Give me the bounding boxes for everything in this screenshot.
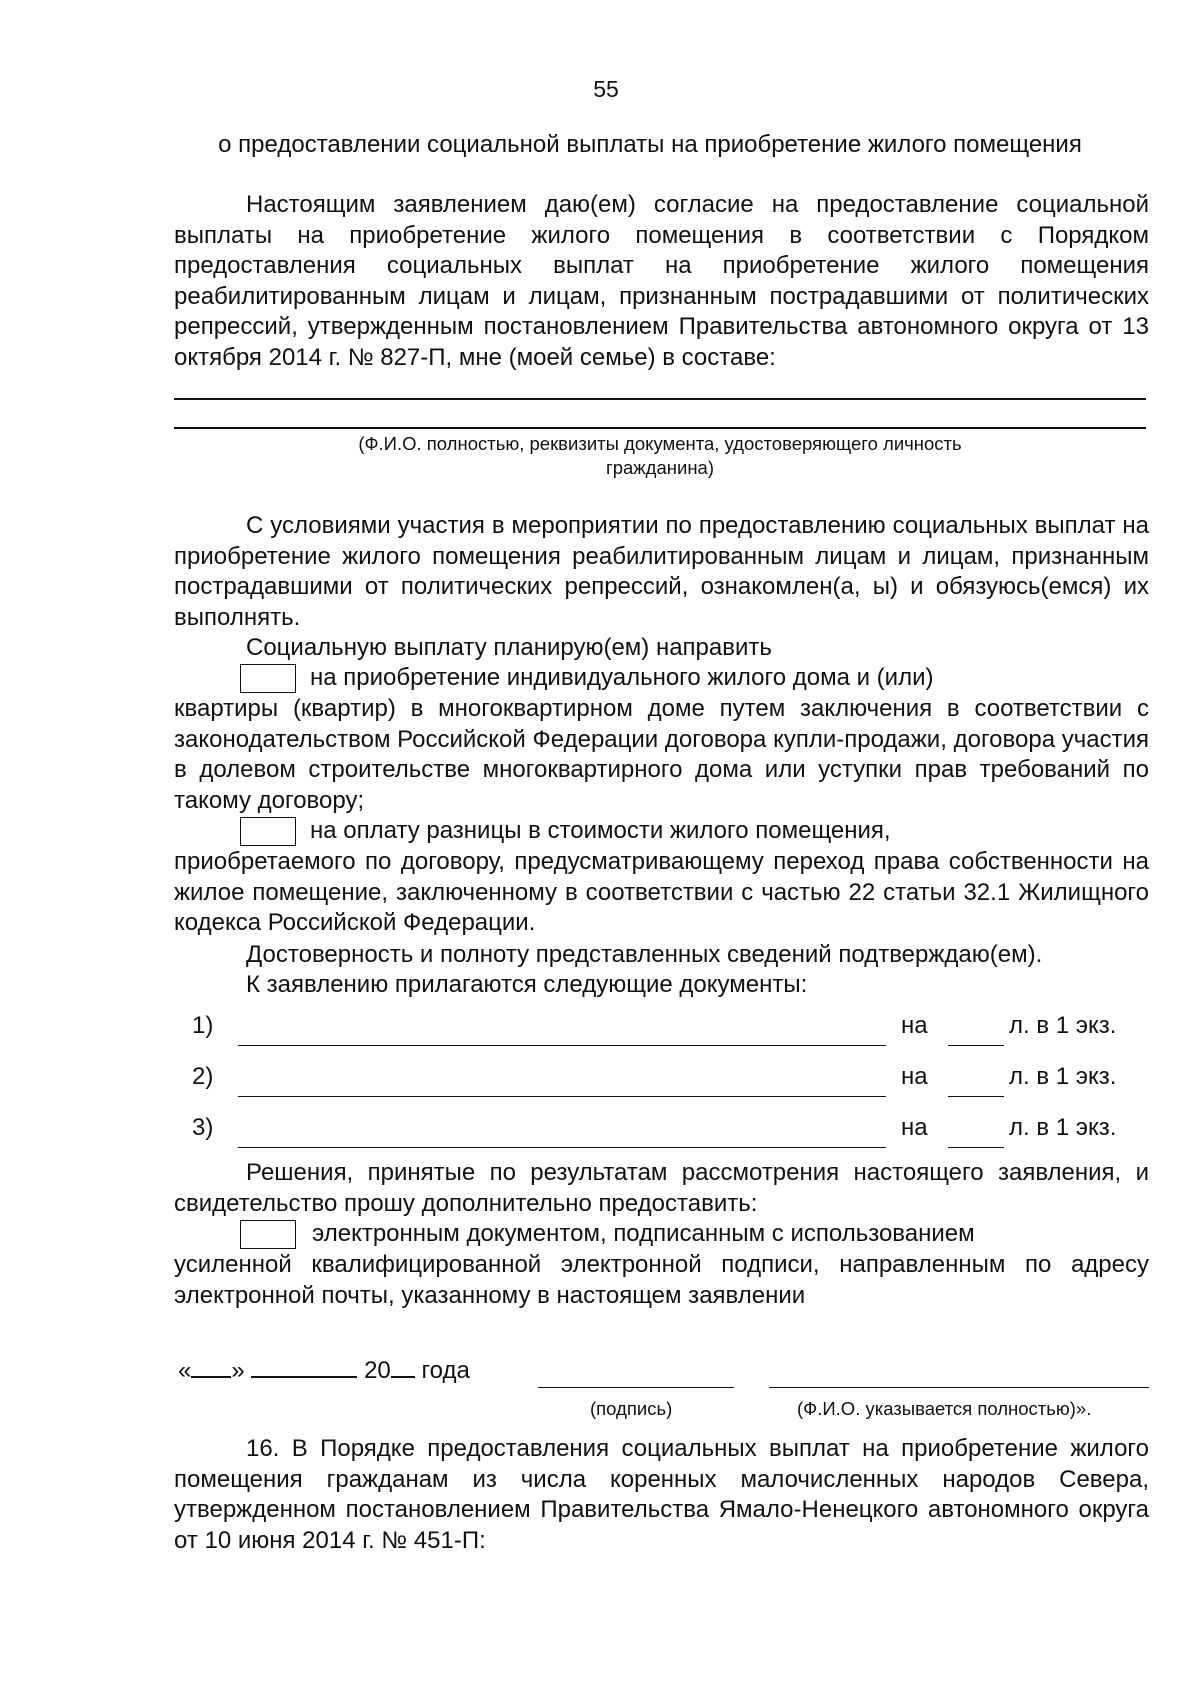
electronic-document-text: усиленной квалифицированной электронной подписи, направленным по адресу электронной почты, указанному в настоящем заявлении [174,1251,1149,1309]
electronic-document-label: электронным документом, подписанным с использованием [312,1220,975,1247]
option-purchase-label: на приобретение индивидуального жилого дома и (или) [310,664,934,691]
date-open-quote: « [178,1357,192,1384]
option-difference-label: на оплату разницы в стоимости жилого помещения, [310,817,891,844]
attachment-copies-label: л. в 1 экз. [1009,1114,1117,1141]
attachment-sheets-field[interactable] [948,1045,1004,1046]
option-difference-checkbox[interactable] [240,817,296,846]
date-year-word: года [421,1357,470,1384]
direction-intro: Социальную выплату планирую(ем) направить [246,634,772,661]
signature-caption: (подпись) [590,1398,673,1419]
fio-fill-line-1 [174,398,1146,400]
attachment-sheets-field[interactable] [948,1147,1004,1148]
attachment-row-1 [174,1012,1149,1052]
section-heading: о предоставлении социальной выплаты на приобретение жилого помещения [218,131,1082,158]
option-purchase-checkbox[interactable] [240,664,296,693]
item-16-paragraph: 16. В Порядке предоставления социальных выплат на приобретение жилого помещения гражданам из числа коренных малочисленных народов Севера, утвержденном постановлением Правительства Ямало-Ненецкого автономного округа от 10 июня 2014 г. № 451-П: [174,1435,1149,1554]
option-difference-text: приобретаемого по договору, предусматривающему переход права собственности на жилое помещение, заключенному в соответствии с частью 22 статьи 32.1 Жилищного кодекса Российской Федерации. [174,848,1149,936]
attachment-number: 3) [192,1114,214,1141]
date-close-quote: » [231,1357,245,1384]
month-field[interactable] [251,1354,357,1378]
attachment-on-label: на [901,1063,928,1090]
conditions-paragraph: С условиями участия в мероприятии по предоставлению социальных выплат на приобретение жилого помещения реабилитированным лицам и лицам, признанным пострадавшими от политических репрессий, ознакомлен(а, ы) и обязуюсь(емся) их выполнять. [174,512,1149,631]
page-number: 55 [593,76,619,102]
decisions-paragraph: Решения, принятые по результатам рассмотрения настоящего заявления, и свидетельство прошу дополнительно предоставить: [174,1159,1149,1217]
attachment-number: 1) [192,1012,214,1039]
attachment-row-3 [174,1114,1149,1154]
attachment-on-label: на [901,1012,928,1039]
fio-fill-line-2 [174,427,1146,429]
fio-caption-line-1: (Ф.И.О. полностью, реквизиты документа, удостоверяющего личность [358,433,962,454]
date-row [178,1354,470,1386]
attachment-row-2 [174,1063,1149,1103]
date-century: 20 [364,1357,391,1384]
fullname-field[interactable] [769,1387,1149,1388]
reliability-statement: Достоверность и полноту представленных сведений подтверждаю(ем). [246,941,1043,968]
year-field[interactable] [391,1354,415,1378]
attachment-copies-label: л. в 1 экз. [1009,1012,1117,1039]
electronic-document-checkbox[interactable] [240,1220,296,1249]
attachment-name-field[interactable] [238,1147,886,1148]
option-purchase-text: квартиры (квартир) в многоквартирном доме путем заключения в соответствии с законодательством Российской Федерации договора купли-продажи, договора участия в долевом строительстве многоквартирного дома или уступки прав требований по такому договору; [174,695,1149,814]
consent-paragraph: Настоящим заявлением даю(ем) согласие на предоставление социальной выплаты на приобретение жилого помещения в соответствии с Порядком предоставления социальных выплат на приобретение жилого помещения реабилитированным лицам и лицам, признанным пострадавшими от политических репрессий, утвержденным постановлением Правительства автономного округа от 13 октября 2014 г. № 827-П, мне (моей семье) в составе: [174,191,1149,371]
attachments-intro: К заявлению прилагаются следующие документы: [246,971,808,998]
attachment-name-field[interactable] [238,1096,886,1097]
fio-caption-line-2: гражданина) [605,457,714,478]
attachment-on-label: на [901,1114,928,1141]
attachment-name-field[interactable] [238,1045,886,1046]
attachment-sheets-field[interactable] [948,1096,1004,1097]
signature-field[interactable] [538,1387,734,1388]
fullname-caption: (Ф.И.О. указывается полностью)». [797,1398,1092,1419]
attachment-copies-label: л. в 1 экз. [1009,1063,1117,1090]
day-field[interactable] [191,1354,231,1378]
attachment-number: 2) [192,1063,214,1090]
